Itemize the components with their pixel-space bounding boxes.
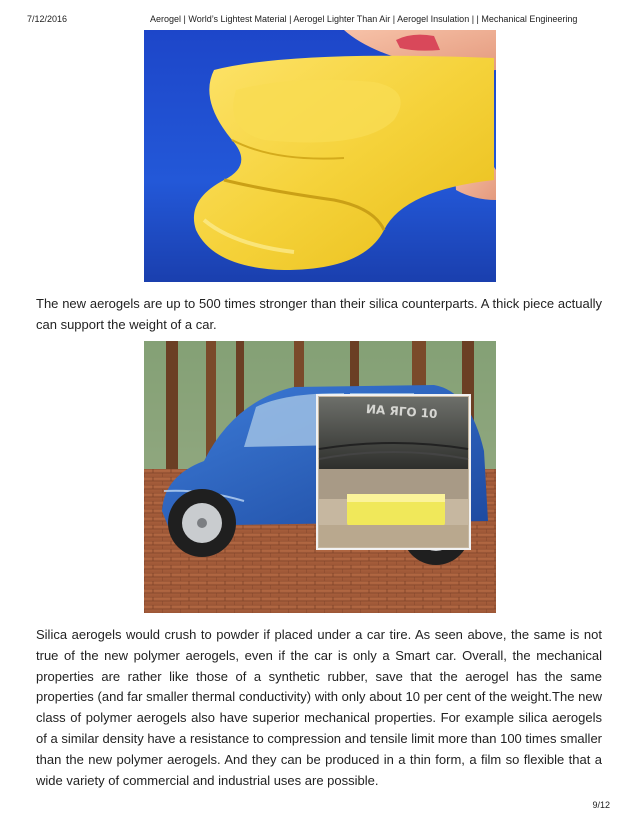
page-number: 9/12 [592,800,610,810]
car-on-aerogel-photo [144,341,496,613]
aerogel-film-photo [144,30,496,282]
page-title: Aerogel | World’s Lightest Material | Aerogel Lighter Than Air | Aerogel Insulation | | Mechanical Engineering [150,14,578,24]
print-date: 7/12/2016 [27,14,68,24]
tire-sidewall-text: ИА ЯГО 10 [365,402,438,422]
tire-closeup-inset [317,395,470,549]
paragraph-strength: The new aerogels are up to 500 times stronger than their silica counterparts. A thick piece actually can support the weight of a car. [36,296,602,332]
paragraph-properties: Silica aerogels would crush to powder if placed under a car tire. As seen above, the same is not true of the new polymer aerogels, even if the car is only a Smart car. Overall, the mechanical properties are rather like those of a synthetic rubber, save that the aerogel has the same properties (and far smaller thermal conductivity) with only about 10 per cent of the weight.The new class of polymer aerogels also have superior mechanical properties. For example silica aerogels of a similar density have a resistance to compression and tensile limit more than 100 times smaller than the new polymer aerogels. And they can be produced in a thin form, a film so flexible that a wide variety of commercial and industrial uses are possible. [36,627,602,788]
